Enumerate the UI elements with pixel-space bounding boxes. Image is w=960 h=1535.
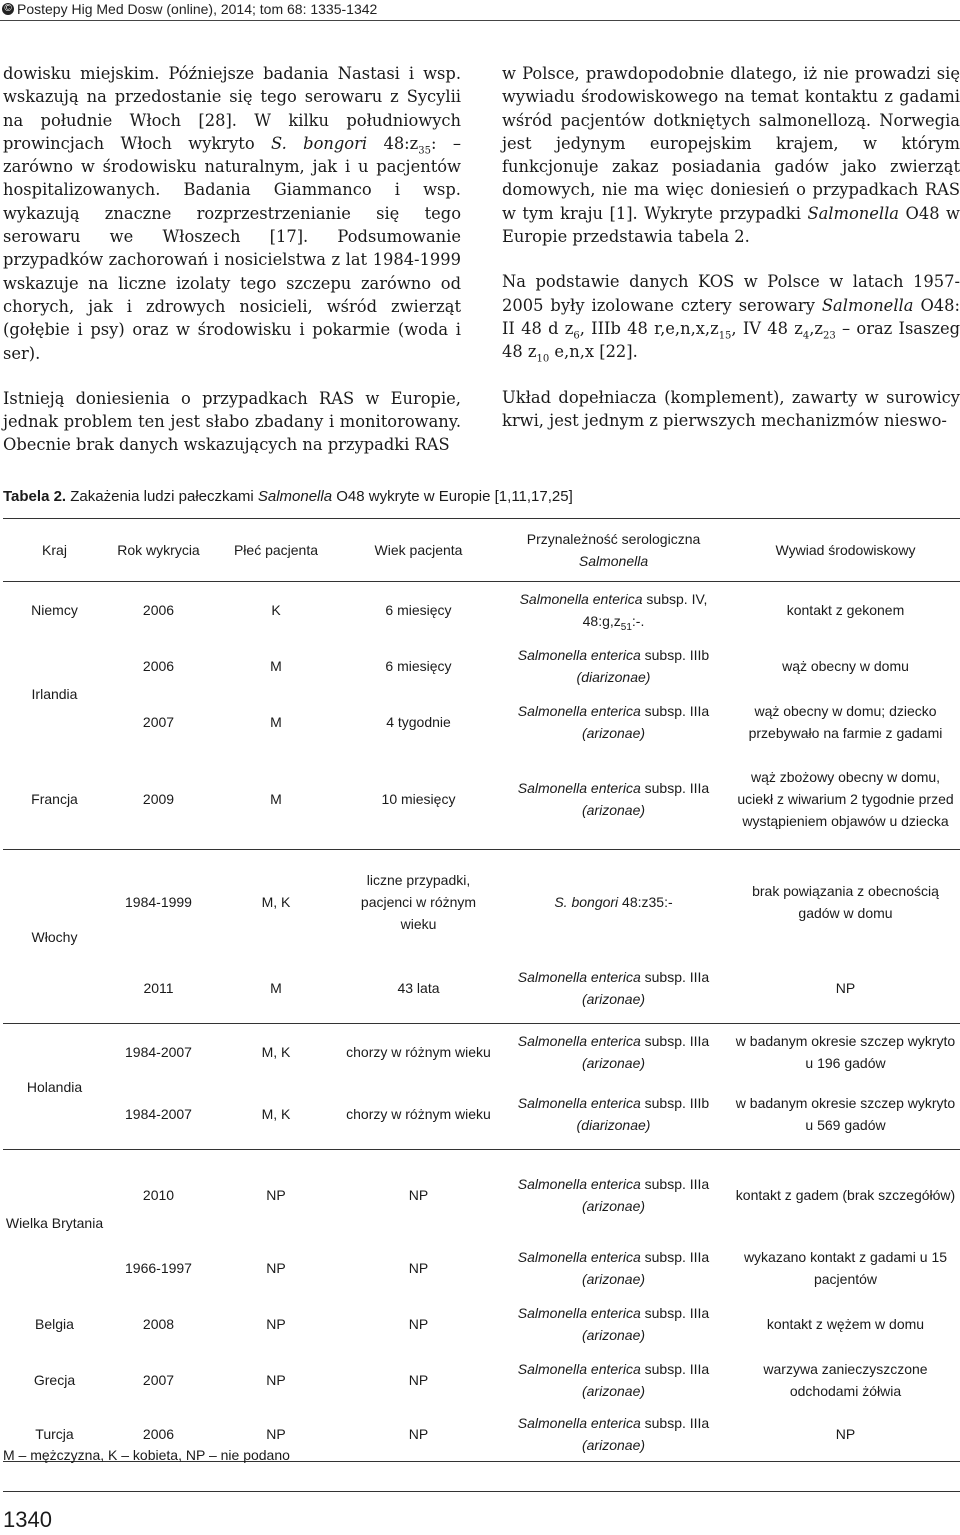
table-row: 1966-1997 NP NP Salmonella enterica subsp. IIIa (arizonae) wykazano kontakt z gadami u 15 pacjentów xyxy=(125,1248,948,1287)
left-column xyxy=(3,62,461,457)
col-header-environment: Wywiad środowiskowy xyxy=(731,519,960,582)
left-paragraph-1: dowisku miejskim. Późniejsze badania Nastasi i wsp. wskazują na przedostanie się tego serowaru z Sycylii na południe Włoch [28]. W kilku południowych prowincjach Włoch wykryto S. bongori $48:z_{35}$: – zarówno w środowisku naturalnym, jak i u pacjentów hospitalizowanych. Badania Giammanco i wsp. wykazują znaczne rozprzestrzenianie się tego serowaru we Włoszech [17]. Podsumowanie przypadków zachorowań i nosicielstwa z lat 1984-1999 wskazuje na liczne izolaty tego szczepu zarówno od chorych, jak i zdrowych nosicieli, wśród zwierząt (gołębie i psy) oraz w środowisku i pokarmie (woda i ser). xyxy=(3,64,461,363)
table-footnote: M – mężczyzna, K – kobieta, NP – nie podano xyxy=(3,1447,290,1463)
table-row: 1984-2007 M, K chorzy w różnym wieku Salmonella enterica subsp. IIIb (diarizonae) w badanym okresie szczep wykryto u 569 gadów xyxy=(125,1095,956,1134)
table-row: Włochy 1984-1999 M, K liczne przypadki, pacjenci w różnym wieku S. bongori 48:z35:- brak powiązania z obecnością gadów w domu xyxy=(3,850,960,954)
journal-header xyxy=(2,0,377,18)
col-header-country: Kraj xyxy=(3,519,106,582)
footer-rule xyxy=(3,1491,960,1492)
page-number: 1340 xyxy=(3,1507,52,1532)
salmonella-table xyxy=(3,518,960,1462)
table-row: Turcja 2006 NP NP Salmonella enterica subsp. IIIa (arizonae) NP xyxy=(3,1408,960,1462)
table-row: Irlandia 2006 M 6 miesięcy Salmonella enterica subsp. IIIb (diarizonae) wąż obecny w domu xyxy=(31,646,909,702)
col-header-year: Rok wykrycia xyxy=(106,519,211,582)
table-row: 2011 M 43 lata Salmonella enterica subsp. IIIa (arizonae) NP xyxy=(143,969,856,1008)
right-paragraph-1: w Polsce, prawdopodobnie dlatego, iż nie prowadzi się wywiadu środowiskowego na temat kontaktu z gadami wśród pacjentów dotkniętych salmonellozą. Norwegia jest jedynym europejskim krajem, w którym funkcjonuje zakaz posiadania gadów jako zwierząt domowych, nie ma więc doniesień o przypadkach RAS w tym kraju [1]. Wykryte przypadki Salmonella O48 w Europie przedstawia tabela 2. xyxy=(502,64,960,247)
right-paragraph-2: Na podstawie danych KOS w Polsce w latach 1957-2005 były izolowane cztery serowary Salmonella O48: II 48 d $z_6$, IIIb 48 $r,e,n,x,z_{15}$, IV 48 $z_4,z_{23}$ – oraz Isaszeg 48 $z_{10}$ e,n,x [22]. xyxy=(502,272,960,365)
table-header-row xyxy=(3,519,960,582)
table-row: Holandia 1984-2007 M, K chorzy w różnym wieku Salmonella enterica subsp. IIIa (arizonae) w badanym okresie szczep wykryto u 196 gadów xyxy=(3,1024,960,1080)
table-row: Belgia 2008 NP NP Salmonella enterica subsp. IIIa (arizonae) kontakt z wężem w domu xyxy=(35,1304,925,1343)
table-row: Grecja 2007 NP NP Salmonella enterica subsp. IIIa (arizonae) warzywa zanieczyszczone odchodami żółwia xyxy=(33,1360,928,1399)
table-row: Niemcy 2006 K 6 miesięcy Salmonella enterica subsp. IV, $48:g,z_{51}:-$. kontakt z gekonem xyxy=(31,590,905,633)
open-access-icon: © xyxy=(2,3,14,15)
left-paragraph-2: Istnieją doniesienia o przypadkach RAS w Europie, jednak problem ten jest słabo zbadany i monitorowany. Obecnie brak danych wskazujących na przypadki RAS xyxy=(3,388,461,455)
header-rule xyxy=(0,20,960,21)
col-header-sex: Płeć pacjenta xyxy=(211,519,341,582)
table-row: Francja 2009 M 10 miesięcy Salmonella enterica subsp. IIIa (arizonae) wąż zbożowy obecny w domu, uciekł z wiwarium 2 tygodnie przed wystąpieniem objawów u dziecka xyxy=(31,769,954,830)
col-header-serology: Przynależność serologiczna Salmonella xyxy=(496,519,731,582)
table-caption: Tabela 2. Zakażenia ludzi pałeczkami Salmonella O48 wykryte w Europie [1,11,17,25] xyxy=(3,488,573,505)
col-header-age: Wiek pacjenta xyxy=(341,519,496,582)
journal-citation: Postepy Hig Med Dosw (online), 2014; tom 68: 1335-1342 xyxy=(17,1,378,17)
right-column xyxy=(502,62,960,432)
table-row: 2007 M 4 tygodnie Salmonella enterica subsp. IIIa (arizonae) wąż obecny w domu; dziecko przebywało na farmie z gadami xyxy=(142,702,943,741)
right-paragraph-3: Układ dopełniacza (komplement), zawarty w surowicy krwi, jest jednym z pierwszych mechanizmów nieswo- xyxy=(502,387,960,430)
table-row: Wielka Brytania 2010 NP NP Salmonella enterica subsp. IIIa (arizonae) kontakt z gadem (brak szczegółów) xyxy=(3,1150,960,1240)
